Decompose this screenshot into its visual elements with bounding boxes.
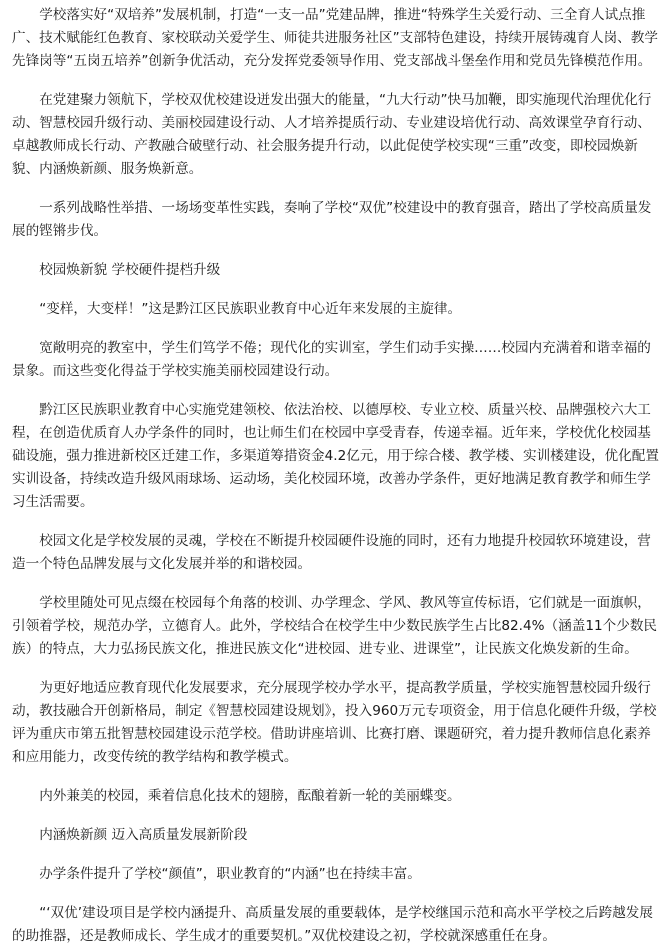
paragraph-six-projects: 黔江区民族职业教育中心实施党建领校、依法治校、以德厚校、专业立校、质量兴校、品牌强校六大工程，在创造优质育人办学条件的同时，也让师生们在校园中享受青春，传递幸福。近年来，学校优化校园基础设施，强力推进新校区迁建工作，多渠道筹措资金4.2亿元，用于综合楼、教学楼、实训楼建设，优化配置实训设备，持续改造升级风雨球场、运动场，美化校园环境，改善办学条件，更好地满足教育教学和师生学习生活需要。 (12, 402, 659, 510)
paragraph-party-building: 学校落实好“双培养”发展机制，打造“一支一品”党建品牌，推进“特殊学生关爱行动、三全育人试点推广、技术赋能红色教育、家校联动关爱学生、师徒共进服务社区”支部特色建设，持续开展铸魂育人岗、教学先锋岗等“五岗五培养”创新争优活动，充分发挥党委领导作用、党支部战斗堡垒作用和党员先锋模范作用。 (12, 7, 658, 69)
paragraph-big-change: “变样，大变样！”这是黔江区民族职业教育中心近年来发展的主旋律。 (39, 301, 462, 317)
paragraph-nine-actions: 在党建聚力领航下，学校双优校建设迸发出强大的能量，“九大行动”快马加鞭，即实施现代治理优化行动、智慧校园升级行动、美丽校园建设行动、人才培养提质行动、专业建设培优行动、高效课堂孕育行动、卓越教师成长行动、产教融合破壁行动、社会服务提升行动，以此促使学校实现“三重”改变，即校园焕新貌、内涵焕新颜、服务焕新意。 (12, 92, 652, 177)
paragraph-ethnic-culture: 学校里随处可见点缀在校园每个角落的校训、办学理念、学风、教风等宣传标语，它们就是一面旗帜，引领着学校，规范办学，立德育人。此外，学校结合在校学生中少数民族学生占比82.4%（涵盖11个少数民族）的特点，大力弘扬民族文化，推进民族文化“进校园、进专业、进课堂”，让民族文化焕发新的生命。 (12, 595, 658, 657)
paragraph-smart-campus: 为更好地适应教育现代化发展要求，充分展现学校办学水平，提高教学质量，学校实施智慧校园升级行动，教技融合开创新格局，制定《智慧校园建设规划》，投入960万元专项资金，用于信息化硬件升级，学校评为重庆市第五批智慧校园建设示范学校。借助讲座培训、比赛打磨、课题研究，着力提升教师信息化素养和应用能力，改变传统的教学结构和教学模式。 (12, 680, 657, 765)
paragraph-butterfly-change: 内外兼美的校园，乘着信息化技术的翅膀，酝酿着新一轮的美丽蝶变。 (39, 788, 461, 804)
paragraph-classrooms: 宽敞明亮的教室中，学生们笃学不倦；现代化的实训室，学生们动手实操……校园内充满着和谐幸福的景象。而这些变化得益于学校实施美丽校园建设行动。 (12, 340, 651, 379)
section-heading-connotation: 内涵焕新颜 迈入高质量发展新阶段 (39, 827, 248, 843)
section-heading-campus-new-look: 校园焕新貌 学校硬件提档升级 (39, 262, 221, 278)
paragraph-school-conditions: 办学条件提升了学校“颜值”，职业教育的“内涵”也在持续丰富。 (39, 866, 421, 882)
paragraph-campus-culture: 校园文化是学校发展的灵魂，学校在不断提升校园硬件设施的同时，还有力地提升校园软环境建设，营造一个特色品牌发展与文化发展并举的和谐校园。 (12, 533, 651, 572)
paragraph-strategic-measures: 一系列战略性举措、一场场变革性实践，奏响了学校“双优”校建设中的教育强音，踏出了学校高质量发展的铿锵步伐。 (12, 200, 652, 239)
paragraph-double-excellence: “‘双优’建设项目是学校内涵提升、高质量发展的重要载体，是学校继国示范和高水平学校之后跨越发展的助推器，还是教师成长、学生成才的重要契机。”双优校建设之初，学校就深感重任在身。 (12, 905, 653, 944)
